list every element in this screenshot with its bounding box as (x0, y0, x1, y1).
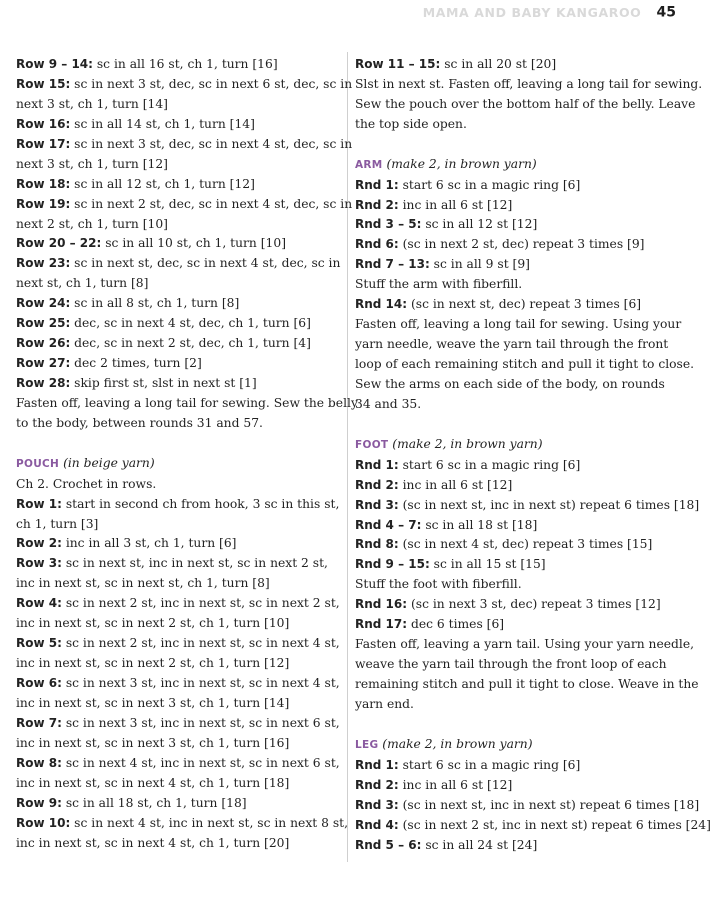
row-label: Row 24: (16, 296, 71, 311)
row-label: Rnd 9 – 15: (355, 557, 430, 572)
arm-heading (355, 155, 685, 176)
pattern-line (16, 475, 346, 495)
row-label: Rnd 1: (355, 757, 399, 772)
leg-rows (355, 756, 711, 856)
row-text: sc in all 24 st [24] (421, 837, 538, 852)
row-text: inc in next st, sc in next 3 st, ch 1, turn [14] (16, 695, 290, 710)
row-label: Rnd 8: (355, 537, 399, 552)
row-text: sc in next 3 st, inc in next st, sc in next 4 st, (61, 676, 340, 691)
row-text: (sc in next st, dec) repeat 3 times [6] (407, 297, 642, 312)
row-text: (sc in next 3 st, dec) repeat 3 times [12] (407, 597, 661, 612)
pattern-line (16, 814, 349, 834)
row-text: dec 2 times, turn [2] (70, 356, 202, 371)
row-label: Row 11 – 15: (355, 57, 441, 71)
row-text: sc in next 2 st, inc in next st, sc in next 2 st, (61, 596, 340, 611)
row-text: dec, sc in next 2 st, dec, ch 1, turn [4] (70, 336, 311, 351)
pouch-rows (16, 475, 349, 854)
row-text: sc in next 2 st, inc in next st, sc in next 4 st, (61, 636, 340, 651)
row-text: sc in all 20 st [20] (440, 57, 557, 71)
row-text: (sc in next 2 st, inc in next st) repeat 6 times [24] (398, 817, 711, 832)
pattern-line (355, 535, 685, 555)
row-text: sc in next 4 st, inc in next st, sc in next 8 st, (70, 815, 349, 830)
row-label: Rnd 7 – 13: (355, 257, 430, 272)
row-text: Fasten off, leaving a long tail for sewing. Using your (355, 317, 682, 332)
pattern-line (355, 275, 685, 295)
pattern-line (16, 654, 346, 674)
foot-heading (355, 435, 685, 456)
pattern-line (16, 234, 346, 254)
row-text: Stuff the foot with fiberfill. (355, 577, 522, 592)
row-label: Row 23: (16, 256, 71, 271)
row-text: (sc in next st, inc in next st) repeat 6 times [18] (398, 497, 700, 512)
pattern-line (16, 175, 346, 195)
row-label: Row 26: (16, 336, 71, 351)
pattern-line (355, 776, 685, 796)
row-text: start 6 sc in a magic ring [6] (398, 177, 581, 192)
pattern-line (16, 394, 358, 414)
pattern-line (16, 414, 346, 434)
row-text: sc in all 14 st, ch 1, turn [14] (70, 116, 255, 131)
pattern-line (355, 395, 685, 415)
row-label: Rnd 14: (355, 297, 408, 312)
pattern-line (16, 794, 346, 814)
section-label: LEG (355, 738, 379, 751)
row-text: next 2 st, ch 1, turn [10] (16, 216, 168, 231)
page-header (423, 2, 676, 21)
row-label: Row 25: (16, 316, 71, 331)
pattern-line (16, 774, 346, 794)
pattern-line (16, 614, 346, 634)
row-text: sc in next st, inc in next st, sc in next 2 st, (61, 556, 328, 571)
pattern-line (355, 756, 685, 776)
pattern-line (355, 796, 700, 816)
pattern-line (355, 315, 685, 335)
spacer (355, 415, 685, 435)
row-text: dec 6 times [6] (407, 617, 505, 632)
pattern-line (16, 115, 346, 135)
section-note: (in beige yarn) (59, 455, 155, 470)
row-text: start 6 sc in a magic ring [6] (398, 457, 581, 472)
row-label: Rnd 2: (355, 777, 399, 792)
section-note: (make 2, in brown yarn) (378, 736, 533, 751)
row-text: sc in all 18 st, ch 1, turn [18] (61, 795, 247, 810)
pattern-line (16, 674, 346, 694)
section-note: (make 2, in brown yarn) (382, 156, 537, 171)
row-label: Row 1: (16, 496, 62, 511)
pattern-line (355, 375, 685, 395)
spacer (355, 715, 685, 735)
foot-rows (355, 456, 700, 715)
pattern-line (16, 274, 346, 294)
pattern-line (16, 834, 346, 854)
row-text: inc in next st, sc in next 4 st, ch 1, turn [18] (16, 775, 290, 790)
pattern-line (355, 55, 685, 75)
row-text: sc in next 2 st, dec, sc in next 4 st, dec, sc in (70, 196, 353, 211)
row-text: sc in next 3 st, dec, sc in next 4 st, dec, sc in (70, 136, 353, 151)
section-label: FOOT (355, 438, 389, 451)
row-text: inc in all 6 st [12] (398, 477, 513, 492)
row-text: Stuff the arm with fiberfill. (355, 277, 523, 292)
row-text: to the body, between rounds 31 and 57. (16, 415, 263, 430)
row-label: Rnd 3: (355, 797, 399, 812)
row-label: Row 27: (16, 356, 71, 371)
row-label: Row 28: (16, 376, 71, 390)
column-divider (347, 52, 348, 862)
pattern-line (355, 695, 685, 715)
row-text: next st, ch 1, turn [8] (16, 276, 149, 291)
row-text: yarn needle, weave the yarn tail through the front (355, 337, 669, 352)
pattern-line (355, 555, 685, 575)
pattern-line (355, 335, 685, 355)
row-text: sc in all 16 st, ch 1, turn [16] (92, 57, 278, 71)
body-rows (16, 55, 358, 434)
row-label: Row 2: (16, 536, 62, 551)
row-text: (sc in next st, inc in next st) repeat 6 times [18] (398, 797, 700, 812)
row-text: sc in all 15 st [15] (429, 557, 546, 572)
row-text: loop of each remaining stitch and pull it tight to close. (355, 357, 695, 372)
row-label: Row 19: (16, 196, 71, 211)
row-text: sc in all 10 st, ch 1, turn [10] (101, 236, 286, 251)
pattern-line (355, 235, 685, 255)
row-label: Row 16: (16, 116, 71, 131)
row-text: next 3 st, ch 1, turn [12] (16, 156, 168, 171)
row-text: Fasten off, leaving a long tail for sewing. Sew the belly (16, 395, 358, 410)
row-text: dec, sc in next 4 st, dec, ch 1, turn [6] (70, 316, 311, 331)
row-text: sc in next st, dec, sc in next 4 st, dec, sc in (70, 256, 341, 271)
pattern-line (355, 476, 685, 496)
pattern-line (16, 534, 346, 554)
row-text: sc in next 3 st, inc in next st, sc in next 6 st, (61, 715, 340, 730)
pattern-line (355, 75, 703, 95)
row-label: Rnd 2: (355, 477, 399, 492)
row-label: Row 6: (16, 676, 62, 691)
row-label: Row 15: (16, 76, 71, 91)
row-text: inc in next st, sc in next 2 st, ch 1, turn [10] (16, 616, 290, 631)
pattern-line (355, 516, 685, 536)
pattern-line (355, 176, 685, 196)
row-text: sc in all 9 st [9] (429, 257, 530, 272)
row-text: inc in all 3 st, ch 1, turn [6] (61, 536, 237, 551)
row-text: Sew the arms on each side of the body, on rounds (355, 376, 665, 391)
row-text: the top side open. (355, 116, 467, 131)
pattern-line (16, 354, 346, 374)
row-label: Rnd 3 – 5: (355, 217, 422, 232)
row-text: yarn end. (355, 696, 414, 711)
row-label: Rnd 3: (355, 497, 399, 512)
row-text: sc in all 12 st [12] (421, 217, 538, 232)
row-text: sc in all 12 st, ch 1, turn [12] (70, 176, 255, 191)
pattern-line (355, 575, 685, 595)
row-label: Row 4: (16, 596, 62, 611)
row-label: Row 7: (16, 715, 62, 730)
row-text: sc in all 18 st [18] (421, 517, 538, 532)
row-text: Ch 2. Crochet in rows. (16, 476, 157, 491)
pattern-line (16, 254, 346, 274)
row-text: (sc in next 4 st, dec) repeat 3 times [15] (398, 537, 653, 552)
pattern-line (355, 836, 685, 856)
pattern-line (16, 594, 346, 614)
row-text: Fasten off, leaving a yarn tail. Using your yarn needle, (355, 637, 695, 652)
row-text: sc in next 4 st, inc in next st, sc in next 6 st, (61, 755, 340, 770)
pattern-line (16, 754, 346, 774)
row-label: Row 20 – 22: (16, 236, 102, 251)
row-text: inc in next st, sc in next 2 st, ch 1, turn [12] (16, 656, 290, 671)
pattern-line (355, 496, 700, 516)
pouch-heading (16, 454, 346, 475)
row-text: 34 and 35. (355, 396, 422, 411)
pattern-line (16, 554, 346, 574)
pattern-line (16, 55, 346, 75)
row-label: Rnd 17: (355, 617, 408, 632)
row-label: Row 9: (16, 795, 62, 810)
row-text: next 3 st, ch 1, turn [14] (16, 96, 168, 111)
row-text: inc in next st, sc in next 3 st, ch 1, turn [16] (16, 735, 290, 750)
pattern-line (16, 75, 353, 95)
row-label: Row 9 – 14: (16, 57, 93, 71)
pattern-line (16, 694, 346, 714)
pattern-line (16, 574, 346, 594)
pattern-line (355, 355, 695, 375)
row-label: Row 3: (16, 556, 62, 571)
row-text: inc in next st, sc in next st, ch 1, turn [8] (16, 576, 270, 591)
row-text: sc in next 3 st, dec, sc in next 6 st, dec, sc in (70, 76, 353, 91)
pattern-line (355, 816, 711, 836)
pattern-line (355, 675, 699, 695)
pattern-line (355, 196, 685, 216)
row-label: Row 8: (16, 755, 62, 770)
row-text: (sc in next 2 st, dec) repeat 3 times [9] (398, 237, 645, 252)
row-text: Slst in next st. Fasten off, leaving a long tail for sewing. (355, 76, 703, 91)
pattern-line (355, 255, 685, 275)
row-label: Row 10: (16, 815, 71, 830)
pattern-line (16, 294, 346, 314)
row-text: skip first st, slst in next st [1] (70, 376, 257, 390)
spacer (355, 135, 685, 155)
pattern-line (16, 215, 346, 235)
pattern-line (16, 155, 346, 175)
row-label: Row 17: (16, 136, 71, 151)
row-text: start 6 sc in a magic ring [6] (398, 757, 581, 772)
row-text: start in second ch from hook, 3 sc in this st, (61, 496, 340, 511)
pattern-line (16, 314, 346, 334)
right-column (355, 55, 711, 855)
left-column (16, 55, 358, 853)
pattern-line (355, 456, 685, 476)
pattern-line (16, 734, 346, 754)
pattern-line (16, 195, 353, 215)
pattern-line (355, 115, 685, 135)
pattern-line (16, 95, 346, 115)
row-label: Rnd 6: (355, 237, 399, 252)
row-text: inc in next st, sc in next 4 st, ch 1, turn [20] (16, 835, 290, 850)
row-label: Rnd 4 – 7: (355, 517, 422, 532)
pattern-line (355, 655, 685, 675)
pattern-line (355, 215, 685, 235)
pouch-continued-rows (355, 55, 703, 135)
pattern-line (16, 374, 346, 394)
row-text: weave the yarn tail through the front loop of each (355, 657, 667, 672)
pattern-line (16, 714, 346, 734)
spacer (16, 434, 346, 454)
pattern-line (16, 334, 346, 354)
row-label: Row 18: (16, 176, 71, 191)
pattern-line (355, 295, 685, 315)
pattern-line (16, 515, 346, 535)
row-label: Rnd 16: (355, 597, 408, 612)
row-label: Rnd 1: (355, 457, 399, 472)
row-text: Sew the pouch over the bottom half of the belly. Leave (355, 96, 696, 111)
pattern-line (16, 135, 353, 155)
pattern-line (355, 595, 685, 615)
section-note: (make 2, in brown yarn) (388, 436, 543, 451)
row-label: Rnd 2: (355, 197, 399, 212)
page-number: 45 (656, 4, 676, 21)
row-text: inc in all 6 st [12] (398, 197, 513, 212)
book-title: MAMA AND BABY KANGAROO (422, 5, 642, 20)
row-label: Rnd 1: (355, 177, 399, 192)
row-label: Row 5: (16, 636, 62, 651)
arm-rows (355, 176, 695, 415)
pattern-line (355, 95, 696, 115)
section-label: POUCH (16, 457, 60, 470)
leg-heading (355, 735, 685, 756)
row-label: Rnd 5 – 6: (355, 837, 422, 852)
row-text: sc in all 8 st, ch 1, turn [8] (70, 296, 240, 311)
pattern-line (16, 634, 346, 654)
row-text: inc in all 6 st [12] (398, 777, 513, 792)
pattern-line (16, 495, 346, 515)
row-text: ch 1, turn [3] (16, 516, 99, 531)
pattern-line (355, 635, 695, 655)
row-label: Rnd 4: (355, 817, 399, 832)
pattern-line (355, 615, 685, 635)
section-label: ARM (355, 158, 383, 171)
row-text: remaining stitch and pull it tight to close. Weave in the (355, 677, 699, 692)
